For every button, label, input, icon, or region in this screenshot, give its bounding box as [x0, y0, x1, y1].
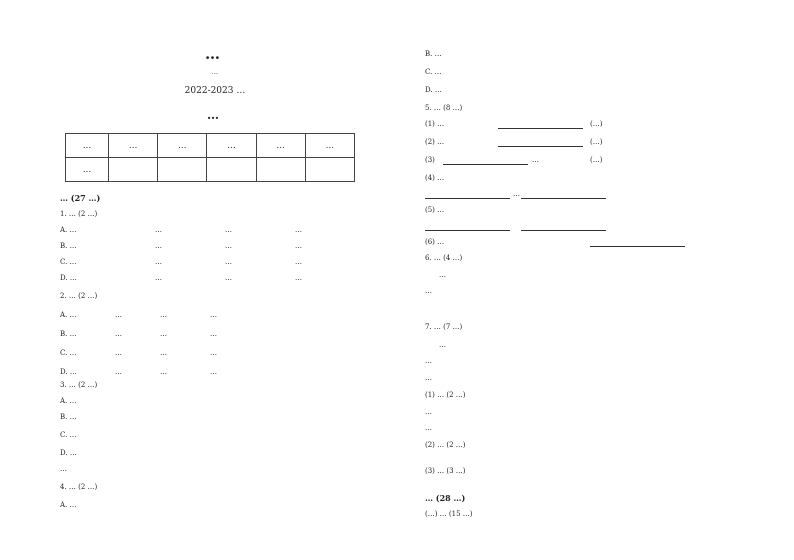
option-text: …	[115, 349, 122, 357]
option-text: …	[295, 226, 302, 234]
answer-blank[interactable]	[425, 222, 510, 231]
score-table-cell: …	[207, 134, 256, 158]
option-text: …	[155, 226, 162, 234]
question-2: 2. … (2 …)	[60, 292, 98, 300]
score-table-cell: …	[305, 134, 354, 158]
option-text: …	[295, 274, 302, 282]
poem-question: (5) …	[425, 206, 445, 214]
question-4: 4. … (2 …)	[60, 483, 98, 491]
option-text: D. …	[425, 86, 442, 94]
paper-title: …	[207, 108, 223, 122]
school-title: …	[205, 45, 225, 63]
score-table-score-row	[66, 158, 355, 182]
answer-blank[interactable]	[498, 120, 583, 129]
score-blank-cell[interactable]	[207, 158, 256, 182]
option-text: …	[210, 368, 217, 376]
option-text: …	[160, 349, 167, 357]
option-text: …	[225, 258, 232, 266]
answer-blank[interactable]	[498, 138, 583, 147]
poem-source: (…)	[590, 156, 603, 164]
option-text: B. …	[425, 50, 442, 58]
option-text: …	[210, 311, 217, 319]
option-text: …	[160, 368, 167, 376]
poem-line: …	[532, 156, 539, 164]
option-text: …	[295, 242, 302, 250]
poem-question: (4) …	[425, 174, 445, 182]
question-3: 3. … (2 …)	[60, 381, 98, 389]
answer-blank[interactable]	[443, 156, 528, 165]
option-text: …	[225, 274, 232, 282]
answer-blank[interactable]	[590, 238, 685, 247]
option-text: …	[210, 349, 217, 357]
score-table-cell: …	[158, 134, 207, 158]
paragraph-text: …	[439, 271, 446, 279]
score-table-cell: …	[256, 134, 305, 158]
option-text: …	[160, 311, 167, 319]
option-text: …	[115, 368, 122, 376]
left-column	[60, 0, 370, 560]
option-text: …	[155, 258, 162, 266]
option-text: …	[115, 311, 122, 319]
option-text: C. …	[60, 258, 77, 266]
school-english-name: …	[211, 68, 219, 76]
poem-question: (6) …	[425, 238, 445, 246]
score-blank-cell[interactable]	[158, 158, 207, 182]
paragraph-text: …	[439, 341, 446, 349]
right-column	[425, 0, 765, 560]
option-text: …	[225, 242, 232, 250]
option-text: …	[115, 330, 122, 338]
section-heading: … (27 …)	[60, 193, 101, 203]
option-text: A. …	[60, 226, 77, 234]
option-text: C. …	[60, 431, 77, 439]
option-text: D. …	[60, 368, 77, 376]
poem-line-number: (3)	[425, 156, 435, 164]
score-blank-cell[interactable]	[305, 158, 354, 182]
paragraph-text: …	[425, 287, 432, 295]
option-text: B. …	[60, 330, 77, 338]
option-text: …	[160, 330, 167, 338]
poem-source: (…)	[590, 138, 603, 146]
poem-line: (2) …	[425, 138, 445, 146]
sub-section-heading: (…) … (15 …)	[425, 510, 473, 518]
exam-title: 2022-2023 …	[184, 86, 246, 96]
option-text: D. …	[60, 449, 77, 457]
score-table-cell: …	[109, 134, 158, 158]
option-text: C. …	[60, 349, 77, 357]
option-text: B. …	[60, 242, 77, 250]
question-5: 5. … (8 …)	[425, 104, 463, 112]
option-text: …	[155, 274, 162, 282]
answer-label: …	[425, 424, 432, 432]
option-text: …	[295, 258, 302, 266]
sub-question: (2) … (2 …)	[425, 441, 466, 449]
poem-line: …	[513, 190, 520, 198]
question-6: 6. … (4 …)	[425, 254, 463, 262]
score-table-header-row	[66, 134, 355, 158]
poem-source: (…)	[590, 120, 603, 128]
paragraph-text: …	[425, 357, 432, 365]
score-blank-cell[interactable]	[256, 158, 305, 182]
option-text: C. …	[425, 68, 442, 76]
option-text: …	[155, 242, 162, 250]
score-table-cell: …	[66, 158, 109, 182]
question-7: 7. … (7 …)	[425, 323, 463, 331]
answer-blank[interactable]	[425, 190, 510, 199]
option-text: …	[60, 465, 67, 473]
score-blank-cell[interactable]	[109, 158, 158, 182]
option-text: B. …	[60, 413, 77, 421]
question-1: 1. … (2 …)	[60, 210, 98, 218]
option-text: A. …	[60, 311, 77, 319]
poem-line: (1) …	[425, 120, 445, 128]
answer-blank[interactable]	[521, 222, 606, 231]
answer-label: …	[425, 408, 432, 416]
score-table	[65, 133, 355, 182]
option-text: D. …	[60, 274, 77, 282]
answer-blank[interactable]	[521, 190, 606, 199]
section-heading: … (28 …)	[425, 493, 466, 503]
option-text: A. …	[60, 397, 77, 405]
score-table-cell: …	[66, 134, 109, 158]
option-text: …	[225, 226, 232, 234]
sub-question: (1) … (2 …)	[425, 391, 466, 399]
paragraph-text: …	[425, 374, 432, 382]
sub-question: (3) … (3 …)	[425, 467, 466, 475]
option-text: A. …	[60, 501, 77, 509]
option-text: …	[210, 330, 217, 338]
